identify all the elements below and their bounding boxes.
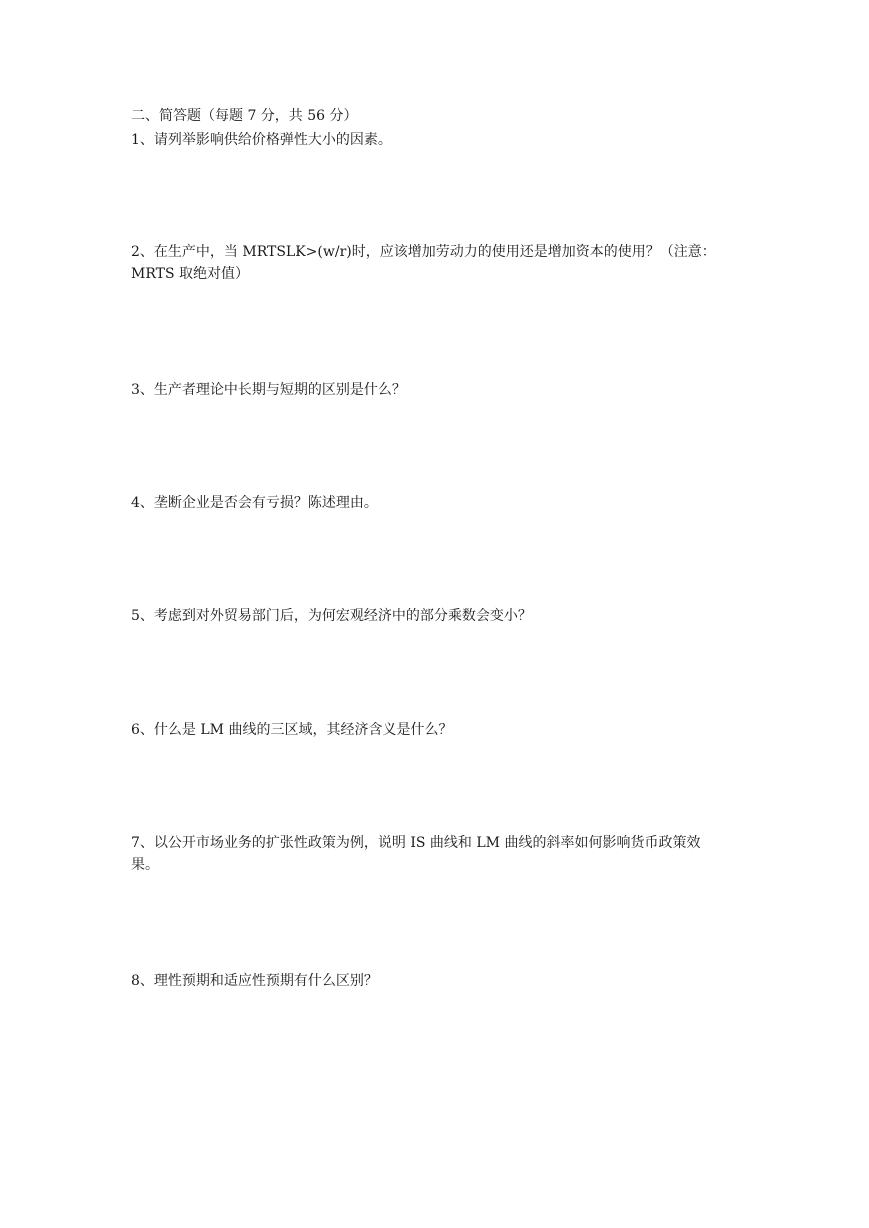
question-6-line-1: 6、什么是 LM 曲线的三区域，其经济含义是什么？ bbox=[131, 722, 453, 738]
question-7-line-2: 果。 bbox=[131, 857, 159, 873]
question-2-line-2: MRTS 取绝对值） bbox=[131, 266, 250, 282]
question-3-line-1: 3、生产者理论中长期与短期的区别是什么？ bbox=[131, 382, 406, 398]
question-1-line-1: 1、请列举影响供给价格弹性大小的因素。 bbox=[131, 132, 392, 148]
question-8-line-1: 8、理性预期和适应性预期有什么区别？ bbox=[131, 973, 378, 989]
question-4 bbox=[131, 492, 741, 514]
question-8 bbox=[131, 970, 741, 992]
question-6 bbox=[131, 719, 741, 741]
question-1 bbox=[131, 129, 741, 151]
question-7 bbox=[131, 832, 741, 876]
question-2 bbox=[131, 241, 741, 285]
question-5 bbox=[131, 605, 741, 627]
question-7-line-1: 7、以公开市场业务的扩张性政策为例，说明 IS 曲线和 LM 曲线的斜率如何影响货币政策效 bbox=[131, 835, 701, 851]
question-2-line-1: 2、在生产中，当 MRTSLK>(w/r)时，应该增加劳动力的使用还是增加资本的使用？（注意： bbox=[131, 244, 716, 260]
question-4-line-1: 4、垄断企业是否会有亏损？陈述理由。 bbox=[131, 495, 378, 511]
question-5-line-1: 5、考虑到对外贸易部门后，为何宏观经济中的部分乘数会变小？ bbox=[131, 608, 532, 624]
section-title: 二、简答题（每题 7 分，共 56 分） bbox=[131, 108, 358, 124]
question-3 bbox=[131, 379, 741, 401]
